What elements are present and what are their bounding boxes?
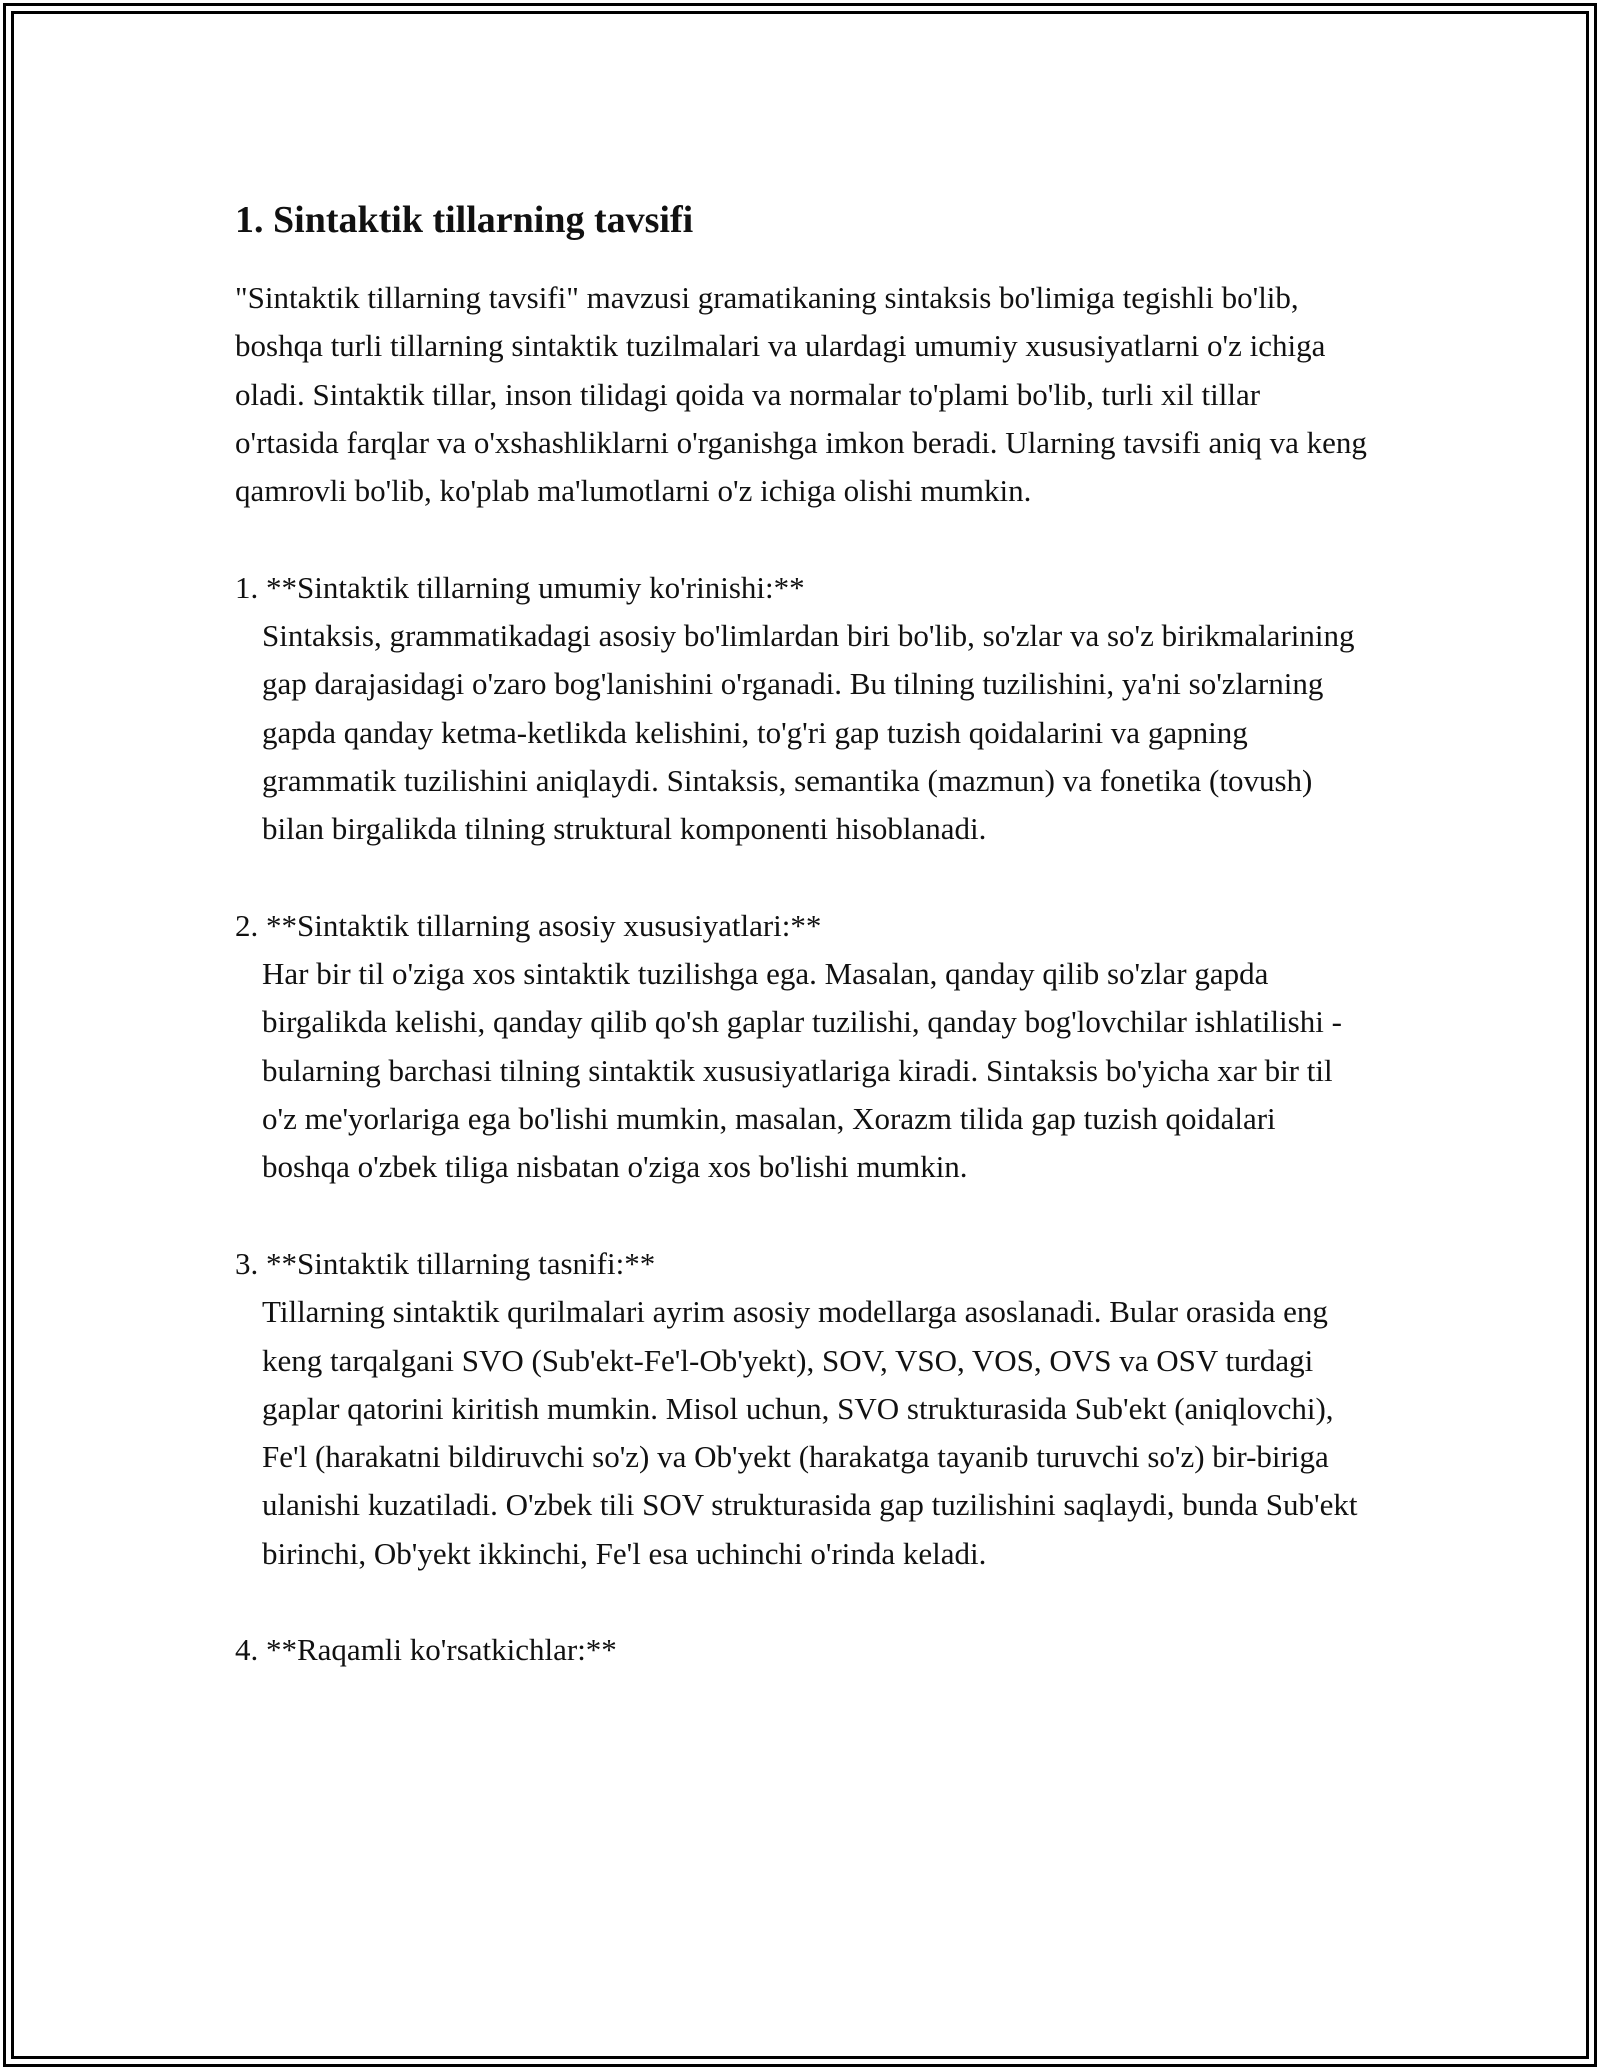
section-3-title: 3. **Sintaktik tillarning tasnifi:** <box>235 1245 656 1281</box>
section-1-body: Sintaksis, grammatikadagi asosiy bo'limlardan biri bo'lib, so'zlar va so'z birikmalarining gap darajasidagi o'zaro bog'lanishini o'rganadi. Bu tilning tuzilishini, ya'ni so'zlarning gapda qanday ketma-ketlikda kelishini, to'g'ri gap tuzish qoidalarini va gapning grammatik tuzilishini aniqlaydi. Sintaksis, semantika (mazmun) va fonetika (tovush) bilan birgalikda tilning struktural komponenti hisoblanadi. <box>262 618 1363 847</box>
spacer <box>235 515 1370 563</box>
spacer <box>235 854 1370 902</box>
document-heading: 1. Sintaktik tillarning tavsifi <box>235 199 694 241</box>
section-2-body: Har bir til o'ziga xos sintaktik tuzilishga ega. Masalan, qanday qilib so'zlar gapda birgalikda kelishi, qanday qilib qo'sh gaplar tuzilishi, qanday bog'lovchilar ishlatilishi - bularning barchasi tilning sintaktik xususiyatlariga kiradi. Sintaksis bo'yicha xar bir til o'z me'yorlariga ega bo'lishi mumkin, masalan, Xorazm tilida gap tuzish qoidalari boshqa o'zbek tiliga nisbatan o'ziga xos bo'lishi mumkin. <box>262 956 1350 1185</box>
intro-paragraph: "Sintaktik tillarning tavsifi" mavzusi gramatikaning sintaksis bo'limiga tegishli bo'lib, boshqa turli tillarning sintaktik tuzilmalari va ulardagi umumiy xususiyatlarni o'z ichiga oladi. Sintaktik tillar, inson tilidagi qoida va normalar to'plami bo'lib, turli xil tillar o'rtasida farqlar va o'xshashliklarni o'rganishga imkon beradi. Ularning tavsifi aniq va keng qamrovli bo'lib, ko'plab ma'lumotlarni o'z ichiga olishi mumkin. <box>235 280 1375 509</box>
spacer <box>235 1192 1370 1240</box>
section-3-body: Tillarning sintaktik qurilmalari ayrim asosiy modellarga asoslanadi. Bular orasida eng keng tarqalgani SVO (Sub'ekt-Fe'l-Ob'yekt), SOV, VSO, VOS, OVS va OSV turdagi gaplar qatorini kiritish mumkin. Misol uchun, SVO strukturasida Sub'ekt (aniqlovchi), Fe'l (harakatni bildiruvchi so'z) va Ob'yekt (harakatga tayanib turuvchi so'z) bir-biriga ulanishi kuzatiladi. O'zbek tili SOV strukturasida gap tuzilishini saqlaydi, bunda Sub'ekt birinchi, Ob'yekt ikkinchi, Fe'l esa uchinchi o'rinda keladi. <box>262 1294 1366 1571</box>
section-1-title: 1. **Sintaktik tillarning umumiy ko'rinishi:** <box>235 569 805 605</box>
spacer <box>235 1578 1370 1626</box>
section-4-title: 4. **Raqamli ko'rsatkichlar:** <box>235 1632 617 1668</box>
section-2-title: 2. **Sintaktik tillarning asosiy xususiyatlari:** <box>235 907 822 943</box>
document-body <box>235 180 1375 1675</box>
